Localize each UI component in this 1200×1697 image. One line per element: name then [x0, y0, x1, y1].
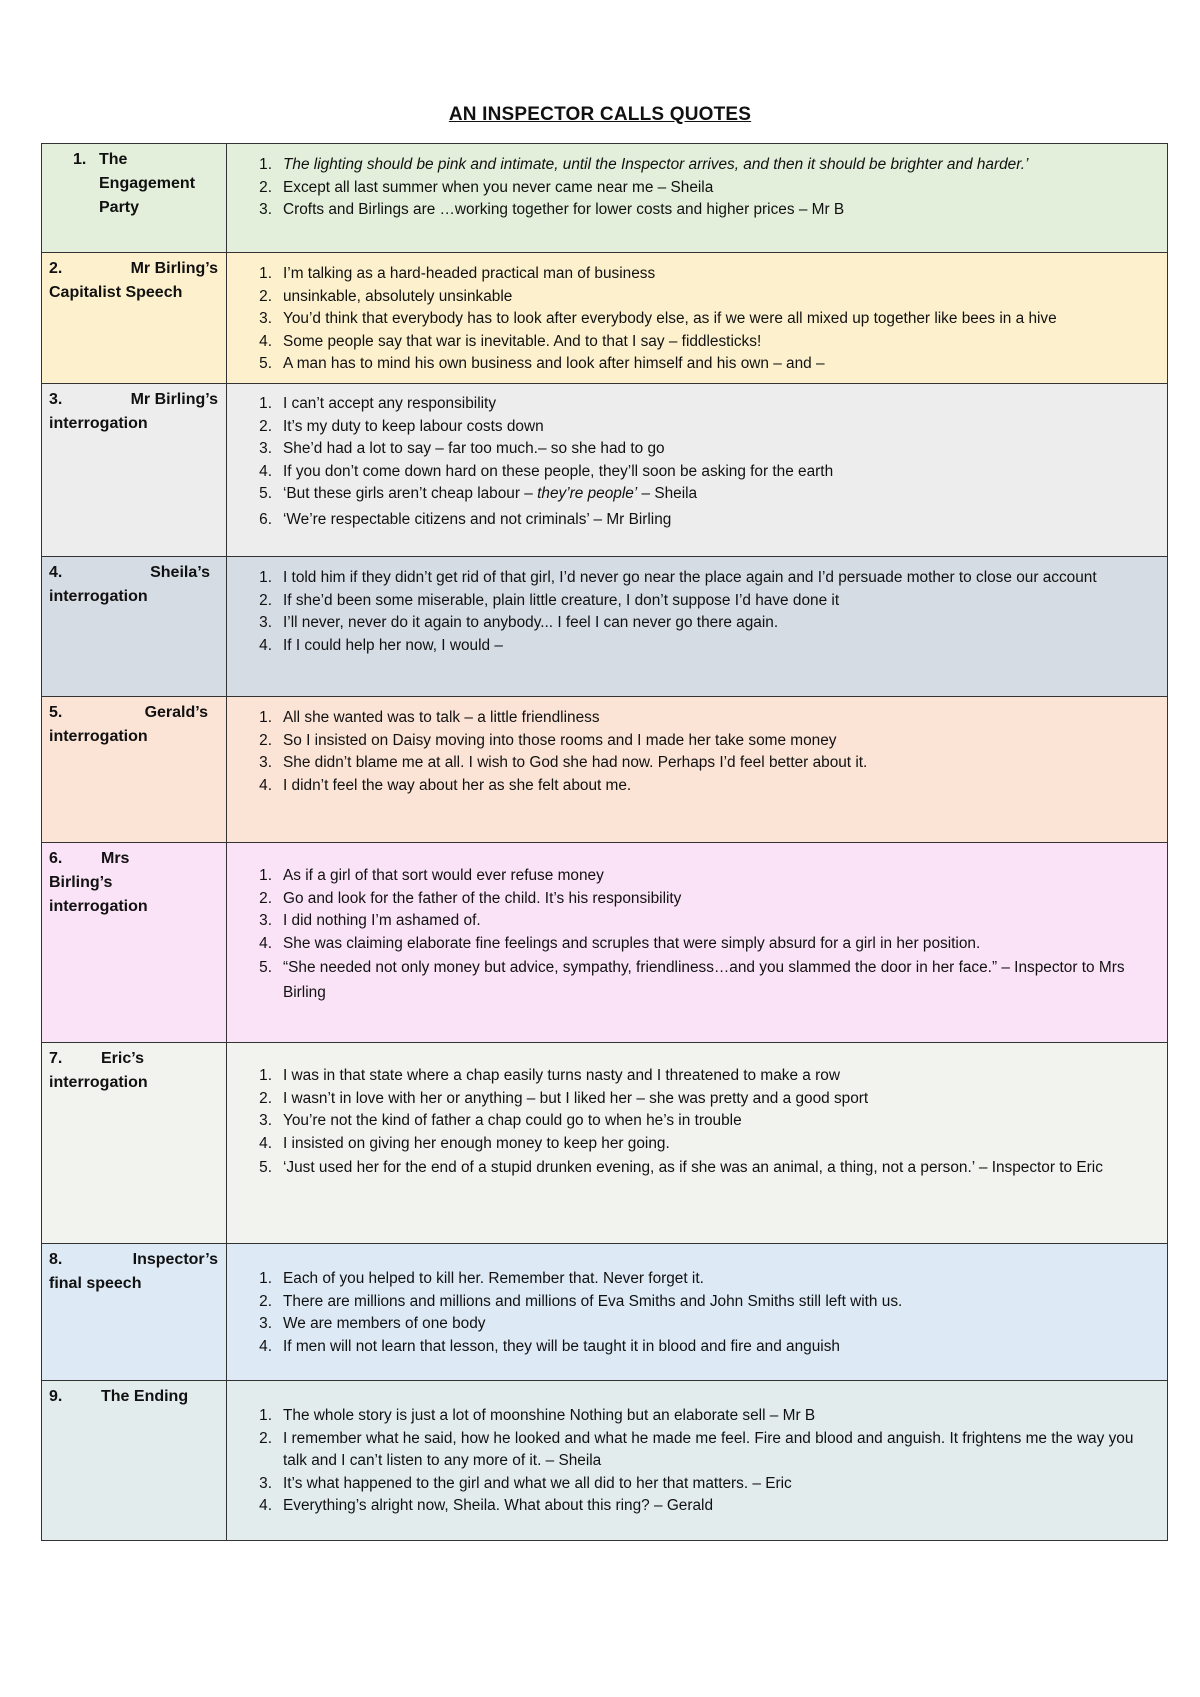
quote-item: 1. I told him if they didn’t get rid of that girl, I’d never go near the place again and I’d persuade mother to close our account: [259, 569, 1097, 586]
section-number: 3.: [49, 391, 63, 408]
section-row-the-ending: [42, 1381, 1168, 1541]
quote-list: [245, 707, 1153, 797]
section-row-gerald-interrogation: [42, 697, 1168, 843]
quote-item: 2. If she’d been some miserable, plain little creature, I don’t suppose I’d have done it: [259, 591, 840, 609]
section-title-line: Mr Birling’s: [130, 260, 218, 277]
quote-item: 4. If you don’t come down hard on these people, they’ll soon be asking for the earth: [259, 462, 834, 480]
quote-item: 2. It’s my duty to keep labour costs down: [259, 417, 544, 435]
quote-item: 1. The whole story is just a lot of moonshine Nothing but an elaborate sell – Mr B: [259, 1407, 816, 1424]
section-title-cell: [42, 384, 227, 557]
section-row-inspector-final-speech: [42, 1244, 1168, 1381]
section-title-cell: [42, 144, 227, 253]
quote-item: 4. Some people say that war is inevitable. And to that I say – fiddlesticks!: [259, 332, 762, 350]
section-number: 6.: [49, 850, 63, 867]
section-title-line: Mrs: [101, 850, 130, 867]
quotes-cell: [227, 144, 1168, 253]
section-row-capitalist-speech: [42, 253, 1168, 384]
section-title-line: interrogation: [49, 415, 148, 432]
quote-item: 3. She didn’t blame me at all. I wish to God she had now. Perhaps I’d feel better about it.: [259, 754, 868, 771]
section-title-line: final speech: [49, 1275, 142, 1292]
quote-list: [245, 393, 1153, 531]
quote-item: 4. If I could help her now, I would –: [259, 636, 503, 654]
section-title-line: Mr Birling’s: [130, 391, 218, 408]
section-number: 8.: [49, 1251, 63, 1268]
quote-item: 2. Except all last summer when you never came near me – Sheila: [259, 178, 714, 196]
quote-item: 3. You’re not the kind of father a chap could go to when he’s in trouble: [259, 1112, 742, 1129]
quote-item: 5. ‘But these girls aren’t cheap labour – they’re people’ – Sheila: [259, 485, 698, 502]
quote-list: [245, 1065, 1153, 1180]
section-title-line: interrogation: [49, 728, 148, 745]
quote-item: 4. She was claiming elaborate fine feelings and scruples that were simply absurd for a girl in her position.: [259, 934, 981, 952]
quote-item: 5. “She needed not only money but advice, sympathy, friendliness…and you slammed the door in her face.” – Inspector to Mrs Birling: [259, 959, 1125, 1001]
section-title-line: Sheila’s: [150, 564, 210, 581]
quotes-cell: [227, 697, 1168, 843]
quote-item: 2. So I insisted on Daisy moving into those rooms and I made her take some money: [259, 731, 837, 749]
quote-list: [245, 154, 1153, 222]
section-row-sheila-interrogation: [42, 557, 1168, 697]
quote-item: 5. A man has to mind his own business and look after himself and his own – and –: [259, 355, 825, 372]
quote-item: 3. I did nothing I’m ashamed of.: [259, 912, 481, 929]
quotes-cell: [227, 253, 1168, 384]
quote-list: [245, 865, 1153, 1005]
section-row-engagement-party: [42, 144, 1168, 253]
quotes-cell: [227, 1381, 1168, 1541]
section-title-cell: [42, 253, 227, 384]
section-title-line: interrogation: [49, 898, 148, 915]
section-title-line: interrogation: [49, 588, 148, 605]
quote-item: 2. There are millions and millions and millions of Eva Smiths and John Smiths still left with us.: [259, 1292, 903, 1310]
section-number: 4.: [49, 564, 63, 581]
quote-item: 1. The lighting should be pink and intimate, until the Inspector arrives, and then it should be brighter and harder.’: [259, 156, 1029, 173]
quote-item: 4. I insisted on giving her enough money to keep her going.: [259, 1134, 670, 1152]
quotes-cell: [227, 384, 1168, 557]
section-title-line: Eric’s: [101, 1050, 144, 1067]
section-title-line: Engagement: [99, 175, 196, 192]
section-title-cell: [42, 697, 227, 843]
section-number: 9.: [49, 1388, 63, 1405]
quotes-cell: [227, 1043, 1168, 1244]
section-number: 1.: [73, 151, 87, 168]
quote-item: 1. All she wanted was to talk – a little friendliness: [259, 709, 600, 726]
quote-item: 6. ‘We’re respectable citizens and not criminals’ – Mr Birling: [259, 510, 672, 528]
quote-item: 3. She’d had a lot to say – far too much.– so she had to go: [259, 440, 665, 457]
section-row-mr-birling-interrogation: [42, 384, 1168, 557]
quote-item: 5. ‘Just used her for the end of a stupid drunken evening, as if she was an animal, a thing, not a person.’ – Inspector to Eric: [259, 1159, 1103, 1176]
section-title-cell: [42, 1381, 227, 1541]
quote-item: 1. I was in that state where a chap easily turns nasty and I threatened to make a row: [259, 1067, 840, 1084]
quote-item: 2. Go and look for the father of the child. It’s his responsibility: [259, 889, 682, 907]
quote-item: 4. If men will not learn that lesson, they will be taught it in blood and fire and anguish: [259, 1337, 840, 1355]
quote-item: 2. I remember what he said, how he looked and what he made me feel. Fire and blood and anguish. It frightens me the way you talk and I can’t listen to any more of it. – Sheila: [259, 1429, 1134, 1469]
quote-list: [245, 1405, 1153, 1518]
quotes-cell: [227, 557, 1168, 697]
quote-item: 3. We are members of one body: [259, 1315, 486, 1332]
section-title-line: Capitalist Speech: [49, 284, 183, 301]
section-title-cell: [42, 1043, 227, 1244]
page-title: AN INSPECTOR CALLS QUOTES: [448, 104, 752, 125]
section-title-line: interrogation: [49, 1074, 148, 1091]
quote-item: 4. I didn’t feel the way about her as she felt about me.: [259, 776, 632, 794]
quote-item: 3. You’d think that everybody has to look after everybody else, as if we were all mixed up together like bees in a hive: [259, 310, 1057, 327]
section-number: 7.: [49, 1050, 63, 1067]
section-title-cell: [42, 1244, 227, 1381]
section-title-cell: [42, 557, 227, 697]
section-title-line: Birling’s: [49, 874, 113, 891]
quote-list: [245, 567, 1153, 657]
quote-item: 1. I can’t accept any responsibility: [259, 395, 497, 412]
section-title-cell: [42, 843, 227, 1043]
section-number: 5.: [49, 704, 63, 721]
quote-item: 4. Everything’s alright now, Sheila. What about this ring? – Gerald: [259, 1497, 714, 1514]
section-title-line: Inspector’s: [132, 1251, 218, 1268]
quotes-cell: [227, 1244, 1168, 1381]
quote-item: 2. unsinkable, absolutely unsinkable: [259, 287, 513, 305]
section-title-line: Gerald’s: [144, 704, 208, 721]
quote-item: 3. It’s what happened to the girl and what we all did to her that matters. – Eric: [259, 1474, 792, 1492]
quotes-table: [41, 143, 1168, 1541]
quote-list: [245, 263, 1153, 376]
section-title-line: The: [99, 151, 128, 168]
section-number: 2.: [49, 260, 63, 277]
section-title-line: The Ending: [101, 1388, 189, 1405]
quote-item: 2. I wasn’t in love with her or anything – but I liked her – she was pretty and a good sport: [259, 1089, 869, 1107]
section-row-eric-interrogation: [42, 1043, 1168, 1244]
quote-item: 3. Crofts and Birlings are …working together for lower costs and higher prices – Mr B: [259, 201, 845, 218]
quote-item: 1. I’m talking as a hard-headed practical man of business: [259, 265, 656, 282]
section-title-line: Party: [99, 199, 140, 216]
quote-item: 3. I’ll never, never do it again to anybody... I feel I can never go there again.: [259, 614, 779, 631]
quotes-cell: [227, 843, 1168, 1043]
quote-item: 1. Each of you helped to kill her. Remember that. Never forget it.: [259, 1270, 704, 1287]
quote-list: [245, 1268, 1153, 1358]
quote-item: 1. As if a girl of that sort would ever refuse money: [259, 867, 604, 884]
section-row-mrs-birling-interrogation: [42, 843, 1168, 1043]
